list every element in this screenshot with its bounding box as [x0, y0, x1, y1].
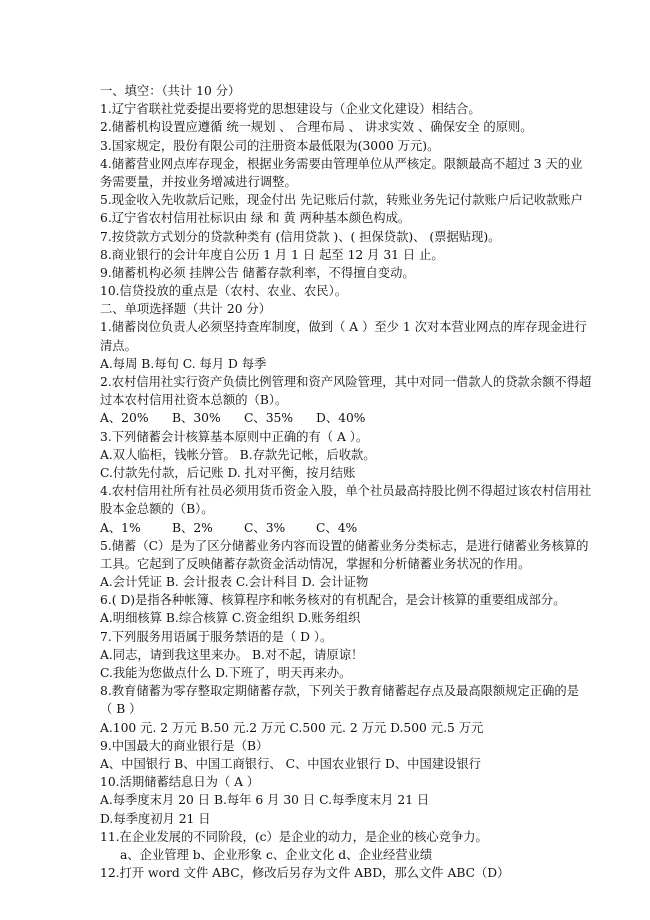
- option-d: C、4%: [316, 520, 358, 535]
- choice-q6: 6.( D)是指各种帐簿、核算程序和帐务核对的有机配合，是会计核算的重要组成部分。: [100, 593, 566, 608]
- choice-q7: 7.下列服务用语属于服务禁语的是（ D ）。: [100, 629, 333, 644]
- section-heading-fill-blank: 一、填空：（共计 10 分）: [100, 84, 241, 98]
- choice-q8-line1: 8.教育储蓄为零存整取定期储蓄存款，下列关于教育储蓄起存点及最高限额规定正确的是: [100, 684, 580, 699]
- option-d: D、40%: [316, 411, 366, 426]
- fill-q1: 1.辽宁省联社党委提出要将党的思想建设与（企业文化建设）相结合。: [100, 102, 481, 117]
- choice-q9-options: A、中国银行 B、中国工商银行、 C、中国农业银行 D、中国建设银行: [100, 756, 481, 771]
- choice-q3-options-2: C.付款先付款，后记账 D. 扎对平衡，按月结账: [100, 465, 356, 480]
- fill-q8: 8.商业银行的会计年度自公历 1 月 1 日 起至 12 月 31 日 止。: [100, 247, 444, 262]
- choice-q3: 3.下列储蓄会计核算基本原则中正确的有（ A ）。: [100, 429, 369, 444]
- choice-q4-line1: 4.农村信用社所有社员必须用货币资金入股，单个社员最高持股比例不得超过该农村信用社: [100, 484, 592, 499]
- choice-q4-line2: 股本金总额的（B）。: [100, 502, 214, 517]
- option-b: B、2%: [172, 520, 213, 535]
- choice-q10-options-2: D.每季度初月 21 日: [100, 811, 211, 826]
- fill-q4-line1: 4.储蓄营业网点库存现金，根据业务需要由管理单位从严核定。限额最高不超过 3 天的业: [100, 156, 583, 171]
- choice-q8-options: A.100 元. 2 万元 B.50 元.2 万元 C.500 元. 2 万元 D.500 元.5 万元: [100, 720, 484, 735]
- choice-q6-options: A.明细核算 B.综合核算 C.资金组织 D.账务组织: [100, 611, 361, 626]
- choice-q9: 9.中国最大的商业银行是（B）: [100, 738, 269, 753]
- choice-q5-line2: 工具。它起到了反映储蓄存款资金活动情况，掌握和分析储蓄业务状况的作用。: [100, 556, 531, 571]
- fill-q3: 3.国家规定，股份有限公司的注册资本最低限为(3000 万元)。: [100, 138, 440, 153]
- choice-q11-options: a、企业管理 b、企业形象 c、企业文化 d、企业经营业绩: [120, 847, 433, 862]
- fill-q9: 9.储蓄机构必须 挂牌公告 储蓄存款利率，不得擅自变动。: [100, 265, 415, 280]
- choice-q10-options-1: A.每季度末月 20 日 B.每年 6 月 30 日 C.每季度末月 21 日: [100, 793, 430, 808]
- fill-q2: 2.储蓄机构设置应遵循 统一规划 、 合理布局 、 讲求实效 、确保安全 的原则。: [100, 120, 533, 135]
- choice-q5-options: A.会计凭证 B. 会计报表 C.会计科目 D. 会计证物: [100, 575, 369, 590]
- choice-q5-line1: 5.储蓄（C）是为了区分储蓄业务内容而设置的储蓄业务分类标志，是进行储蓄业务核算的: [100, 538, 589, 553]
- fill-q5: 5.现金收入先收款后记账，现金付出 先记账后付款，转账业务先记付款账户后记收款账户: [100, 193, 583, 208]
- choice-q2-line1: 2.农村信用社实行资产负债比例管理和资产风险管理，其中对同一借款人的贷款余额不得超: [100, 375, 592, 389]
- choice-q3-options-1: A.双人临柜，钱帐分管。 B.存款先记帐，后收款。: [100, 447, 376, 462]
- option-c: C、3%: [244, 520, 286, 535]
- choice-q12: 12.打开 word 文件 ABC，修改后另存为文件 ABD，那么文件 ABC（D）: [100, 866, 510, 881]
- choice-q2-options: [100, 409, 562, 427]
- option-b: B、30%: [172, 411, 221, 426]
- document-content: [100, 82, 592, 882]
- choice-q1-line1: 1.储蓄岗位负责人必须坚持查库制度，做到（ A ）至少 1 次对本营业网点的库存现金进行: [100, 320, 587, 335]
- fill-q4-line2: 务需要量，并按业务增减进行调整。: [100, 174, 297, 189]
- fill-q10: 10.信贷投放的重点是（农村、农业、农民）。: [100, 284, 348, 299]
- choice-q1-line2: 清点。: [100, 338, 137, 353]
- option-c: C、35%: [244, 411, 294, 426]
- fill-q6: 6.辽宁省农村信用社标识由 绿 和 黄 两种基本颜色构成。: [100, 211, 411, 226]
- choice-q4-options: [100, 519, 562, 537]
- fill-q7: 7.按贷款方式划分的贷款种类有 (信用贷款 )、( 担保贷款)、 (票据贴现)。: [100, 229, 501, 244]
- section-heading-single-choice: 二、单项选择题（共计 20 分）: [100, 302, 272, 317]
- choice-q11: 11.在企业发展的不同阶段，(c）是企业的动力，是企业的核心竞争力。: [100, 829, 488, 844]
- option-a: A、1%: [100, 520, 141, 535]
- option-a: A、20%: [100, 411, 149, 426]
- choice-q1-options: A.每周 B.每旬 C. 每月 D 每季: [100, 356, 267, 371]
- choice-q2-line2: 过本农村信用社资本总额的（B）。: [100, 393, 288, 408]
- choice-q8-line2: （ B ）: [100, 702, 142, 717]
- choice-q7-options-2: C.我能为您做点什么 D.下班了，明天再来办。: [100, 666, 352, 680]
- choice-q10: 10.活期储蓄结息日为（ A ）: [100, 775, 260, 790]
- choice-q7-options-1: A.同志，请到我这里来办。 B.对不起，请原谅！: [100, 647, 364, 662]
